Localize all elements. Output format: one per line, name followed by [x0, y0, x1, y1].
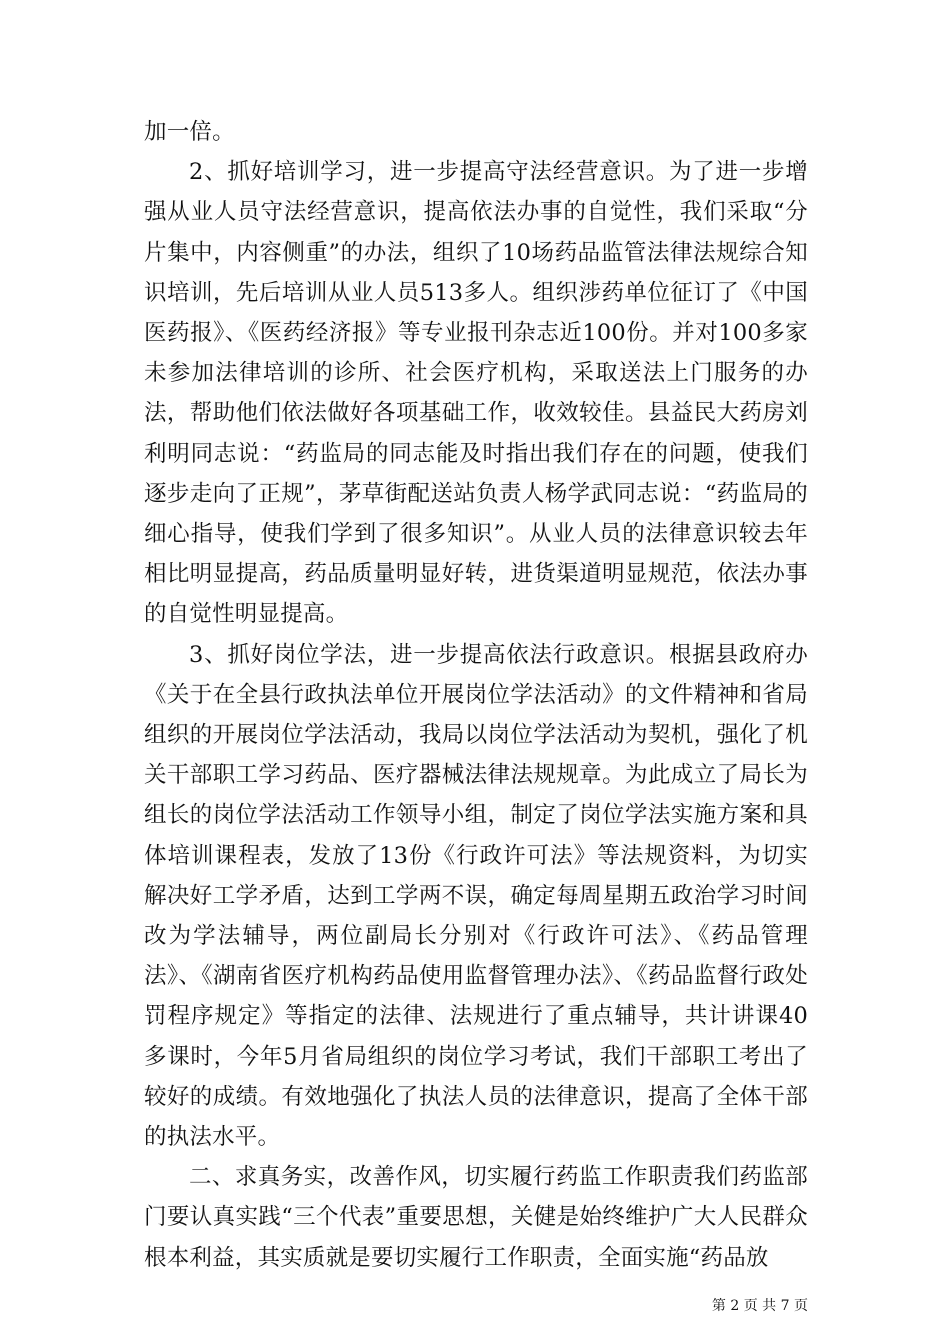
- paragraph-section-two: 二、求真务实，改善作风，切实履行药监工作职责我们药监部门要认真实践“三个代表”重要思想，关健是始终维护广大人民群众根本利益，其实质就是要切实履行工作职责，全面实施“药品放: [144, 1164, 808, 1271]
- page-number-footer: 第 2 页 共 7 页: [711, 1298, 808, 1314]
- paragraph-training: 2、抓好培训学习，进一步提高守法经营意识。为了进一步增强从业人员守法经营意识，提高依法办事的自觉性，我们采取“分片集中，内容侧重”的办法，组织了10场药品监管法律法规综合知识培训，先后培训从业人员513多人。组织涉药单位征订了《中国医药报》、《医药经济报》等专业报刊杂志近100份。并对100多家未参加法律培训的诊所、社会医疗机构，采取送法上门服务的办法，帮助他们依法做好各项基础工作，收效较佳。县益民大药房刘利明同志说：“药监局的同志能及时指出我们存在的问题，使我们逐步走向了正规”，茅草街配送站负责人杨学武同志说：“药监局的细心指导，使我们学到了很多知识”。从业人员的法律意识较去年相比明显提高，药品质量明显好转，进货渠道明显规范，依法办事的自觉性明显提高。: [144, 159, 808, 628]
- paragraph-continuation: 加一倍。: [144, 119, 235, 145]
- paragraph-post-law-study: 3、抓好岗位学法，进一步提高依法行政意识。根据县政府办《关于在全县行政执法单位开展岗位学法活动》的文件精神和省局组织的开展岗位学法活动，我局以岗位学法活动为契机，强化了机关干部职工学习药品、医疗器械法律法规规章。为此成立了局长为组长的岗位学法活动工作领导小组，制定了岗位学法实施方案和具体培训课程表，发放了13份《行政许可法》等法规资料，为切实解决好工学矛盾，达到工学两不误，确定每周星期五政治学习时间改为学法辅导，两位副局长分别对《行政许可法》、《药品管理法》、《湖南省医疗机构药品使用监督管理办法》、《药品监督行政处罚程序规定》等指定的法律、法规进行了重点辅导，共计讲课40多课时，今年5月省局组织的岗位学习考试，我们干部职工考出了较好的成绩。有效地强化了执法人员的法律意识，提高了全体干部的执法水平。: [144, 641, 808, 1151]
- document-body: [144, 112, 808, 1278]
